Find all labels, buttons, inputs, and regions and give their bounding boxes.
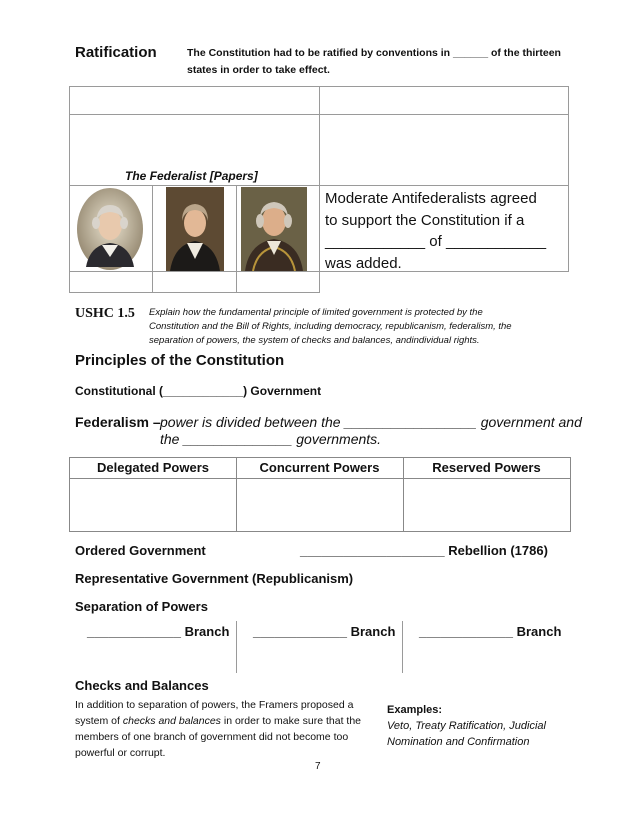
ratification-text-line2: states in order to take effect. bbox=[187, 64, 330, 76]
checks-balances-text bbox=[75, 697, 361, 761]
examples-text bbox=[387, 718, 546, 750]
antifederalist-line: ____________ of ____________ bbox=[325, 233, 547, 250]
checks-balances-title: Checks and Balances bbox=[75, 678, 209, 693]
standard-text bbox=[149, 306, 512, 348]
standard-code: USHC 1.5 bbox=[75, 306, 135, 321]
federalism-line1: power is divided between the _________________ government and bbox=[160, 414, 582, 430]
examples-line: Nomination and Confirmation bbox=[387, 736, 530, 748]
page-number: 7 bbox=[315, 761, 321, 772]
principles-title: Principles of the Constitution bbox=[75, 352, 285, 369]
checks-line-text: in order to make sure that the bbox=[220, 715, 362, 727]
checks-line: members of one branch of government did not become too bbox=[75, 731, 349, 743]
ratification-text-line1: The Constitution had to be ratified by conventions in ______ of the thirteen bbox=[187, 47, 561, 59]
antifederalist-line: was added. bbox=[325, 254, 402, 272]
examples-label: Examples: bbox=[387, 704, 443, 716]
ratification-heading: Ratification bbox=[75, 44, 157, 61]
antifederalist-line: to support the Constitution if a bbox=[325, 211, 525, 229]
representative-government: Representative Government (Republicanism) bbox=[75, 571, 354, 586]
delegated-powers-header: Delegated Powers bbox=[97, 460, 209, 475]
standard-line: Explain how the fundamental principle of limited government is protected by the bbox=[149, 307, 483, 318]
antifederalist-line: Moderate Antifederalists agreed bbox=[325, 190, 537, 207]
ordered-government: Ordered Government bbox=[75, 543, 206, 558]
branch-blank-1: _____________ Branch bbox=[87, 624, 230, 639]
reserved-powers-header: Reserved Powers bbox=[432, 460, 541, 475]
antifederalist-block bbox=[325, 188, 546, 274]
constitutional-government: Constitutional (____________) Government bbox=[75, 384, 322, 398]
examples-line: Veto, Treaty Ratification, Judicial bbox=[387, 720, 546, 732]
jay-portrait bbox=[241, 187, 307, 271]
rebellion-blank: ____________________ Rebellion (1786) bbox=[300, 543, 548, 558]
branch-blank-3: _____________ Branch bbox=[419, 624, 562, 639]
federalism-label: Federalism – bbox=[75, 414, 161, 430]
checks-line bbox=[75, 713, 361, 729]
standard-line: Constitution and the Bill of Rights, including democracy, republicanism, federalism, the bbox=[149, 321, 512, 332]
federalism-line2: the ______________ governments. bbox=[160, 431, 382, 447]
checks-line: In addition to separation of powers, the Framers proposed a bbox=[75, 699, 354, 711]
madison-portrait bbox=[76, 187, 144, 271]
powers-table bbox=[69, 457, 571, 532]
checks-line-text: system of bbox=[75, 715, 123, 727]
standard-line: separation of powers, the system of checks and balances, andindividual rights. bbox=[149, 335, 480, 346]
separation-of-powers: Separation of Powers bbox=[75, 599, 208, 614]
checks-emphasis: checks and balances bbox=[122, 715, 221, 727]
branch-blank-2: _____________ Branch bbox=[253, 624, 396, 639]
checks-line: powerful or corrupt. bbox=[75, 747, 166, 759]
federalist-caption: The Federalist [Papers] bbox=[125, 169, 258, 183]
concurrent-powers-header: Concurrent Powers bbox=[259, 460, 380, 475]
hamilton-portrait bbox=[166, 187, 224, 271]
